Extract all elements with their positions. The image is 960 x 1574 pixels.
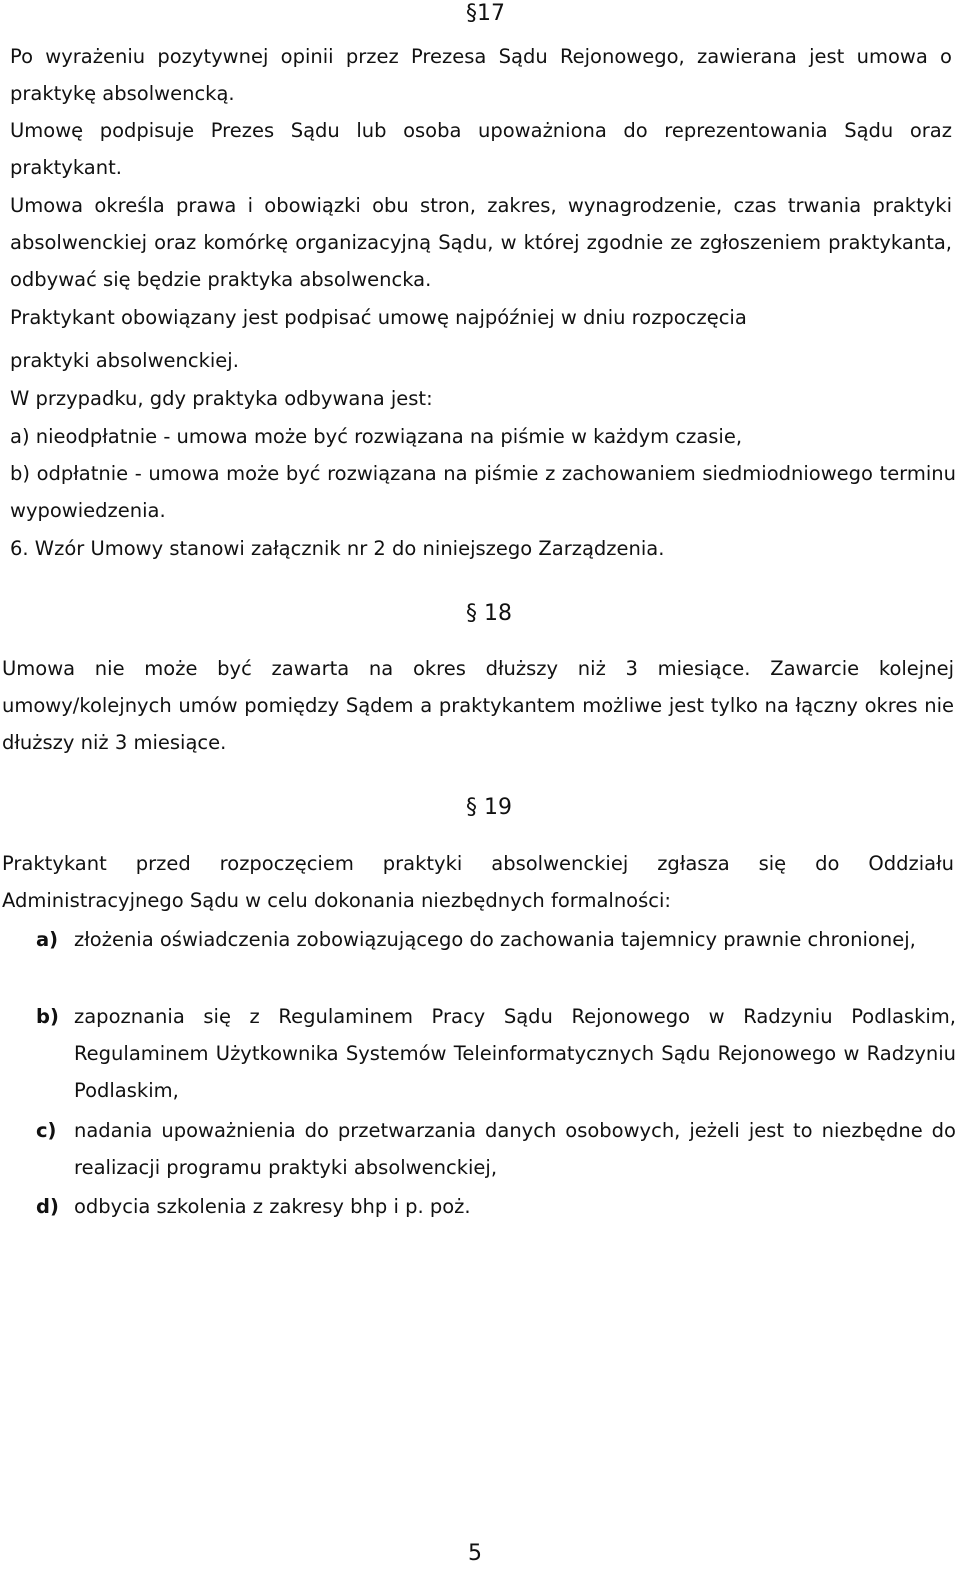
section-19-list-item-b [36,998,956,1109]
section-18-paragraph-1: Umowa nie może być zawarta na okres dłuższy niż 3 miesiące. Zawarcie kolejnej umowy/kolejnych umów pomiędzy Sądem a praktykantem możliwe jest tylko na łączny okres nie dłuższy niż 3 miesiące. [2,657,954,754]
list-item-text: odbycia szkolenia z zakresy bhp i p. poż. [74,1195,471,1218]
list-marker: c) [36,1119,57,1142]
list-item-text: złożenia oświadczenia zobowiązującego do zachowania tajemnicy prawnie chronionej, [74,928,916,951]
section-17-item-b: b) odpłatnie - umowa może być rozwiązana na piśmie z zachowaniem siedmiodniowego terminu wypowiedzenia. [10,462,956,522]
section-17-paragraph-4-line-2: praktyki absolwenckiej. [10,349,239,372]
list-item-text: zapoznania się z Regulaminem Pracy Sądu Rejonowego w Radzyniu Podlaskim, Regulaminem Użytkownika Systemów Teleinformatycznych Sądu Rejonowego w Radzyniu Podlaskim, [74,1005,956,1102]
section-17-paragraph-3: Umowa określa prawa i obowiązki obu stron, zakres, wynagrodzenie, czas trwania praktyki absolwenckiej oraz komórkę organizacyjną Sądu, w której zgodnie ze zgłoszeniem praktykanta, odbywać się będzie praktyka absolwencka. [10,194,952,291]
list-marker: d) [36,1195,59,1218]
section-19-list-item-d [36,1188,956,1225]
section-17-paragraph-4-line-1: Praktykant obowiązany jest podpisać umowę najpóźniej w dniu rozpoczęcia [10,306,747,329]
page-number: 5 [468,1541,482,1566]
section-17-paragraph-1: Po wyrażeniu pozytywnej opinii przez Prezesa Sądu Rejonowego, zawierana jest umowa o praktykę absolwencką. [10,45,952,105]
section-19-list-item-a [36,921,956,958]
section-19-heading: § 19 [466,795,512,820]
section-17-paragraph-5: W przypadku, gdy praktyka odbywana jest: [10,387,433,410]
list-item-text: nadania upoważnienia do przetwarzania danych osobowych, jeżeli jest to niezbędne do realizacji programu praktyki absolwenckiej, [74,1119,956,1179]
section-17-paragraph-6: 6. Wzór Umowy stanowi załącznik nr 2 do niniejszego Zarządzenia. [10,537,665,560]
section-17-heading: §17 [466,1,505,26]
section-19-intro: Praktykant przed rozpoczęciem praktyki absolwenckiej zgłasza się do Oddziału Administracyjnego Sądu w celu dokonania niezbędnych formalności: [2,852,954,912]
section-18-heading: § 18 [466,601,512,626]
list-marker: a) [36,928,59,951]
section-19-list-item-c [36,1112,956,1186]
section-17-paragraph-2: Umowę podpisuje Prezes Sądu lub osoba upoważniona do reprezentowania Sądu oraz praktykant. [10,119,952,179]
list-marker: b) [36,1005,59,1028]
section-17-item-a: a) nieodpłatnie - umowa może być rozwiązana na piśmie w każdym czasie, [10,425,743,448]
